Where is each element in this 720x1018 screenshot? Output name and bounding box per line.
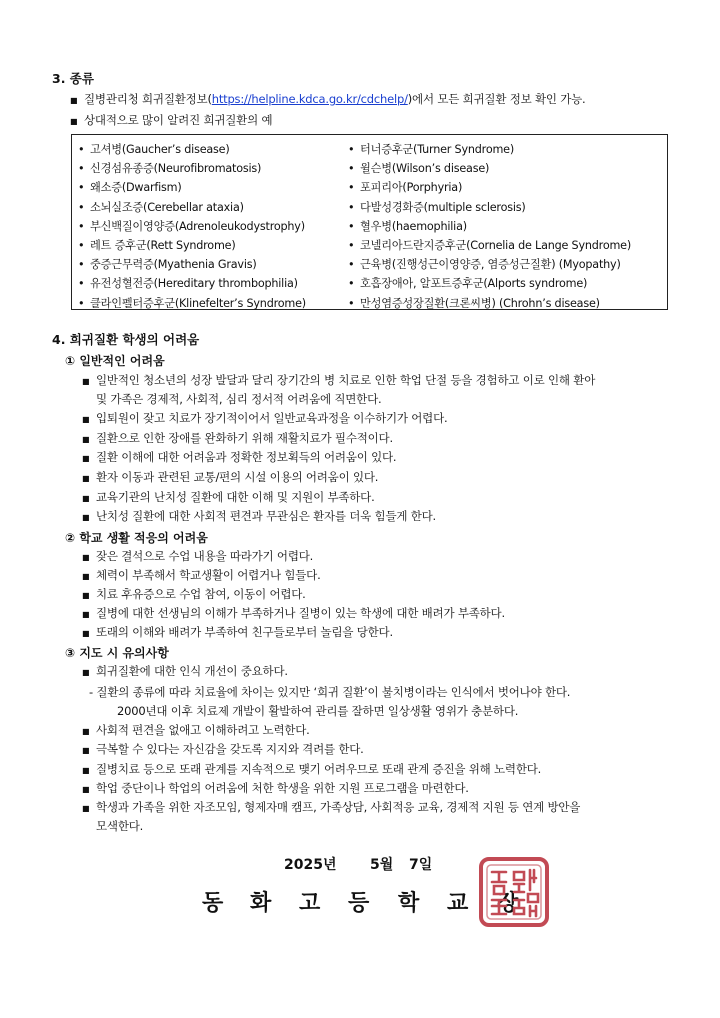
disease-item: • 소뇌실조증(Cerebellar ataxia) [78, 200, 244, 214]
bullet-continuation: 및 가족은 경제적, 사회적, 심리 정서적 어려움에 직면한다. [96, 392, 382, 406]
examples-bullet: ■ 상대적으로 많이 알려진 희귀질환의 예 [70, 113, 273, 127]
square-bullet-icon: ■ [82, 435, 90, 444]
official-seal-stamp [478, 856, 550, 928]
bullet-dot-icon: • [348, 200, 355, 214]
bullet-dot-icon: • [348, 162, 355, 176]
school-name-char: 학 [398, 891, 420, 916]
school-name-char: 교 [447, 891, 469, 916]
list-item: ■ 교육기관의 난치성 질환에 대한 이해 및 지원이 부족하다. [82, 490, 375, 504]
disease-item: • 부신백질이영양증(Adrenoleukodystrophy) [78, 219, 305, 233]
subsection-school-adaptation: ② 학교 생활 적응의 어려움 [65, 531, 208, 545]
list-item: ■ 학업 중단이나 학업의 어려움에 처한 학생을 위한 지원 프로그램을 마련한다. [82, 781, 469, 795]
bullet-dot-icon: • [348, 277, 355, 291]
square-bullet-icon: ■ [82, 591, 90, 600]
bullet-dot-icon: • [348, 181, 355, 195]
disease-item: • 호흡장애아, 알포트증후군(Alports syndrome) [348, 277, 588, 291]
list-item: ■ 질병치료 등으로 또래 관계를 지속적으로 맺기 어려우므로 또래 관계 증진을 위해 노력한다. [82, 762, 542, 776]
list-item: ■ 질환 이해에 대한 어려움과 정확한 정보획득의 어려움이 있다. [82, 450, 397, 464]
school-name-char: 장 [497, 891, 519, 916]
list-item: ■ 질병에 대한 선생님의 이해가 부족하거나 질병이 있는 학생에 대한 배려가 부족하다. [82, 606, 505, 620]
square-bullet-icon: ■ [82, 629, 90, 638]
disease-item: • 왜소증(Dwarfism) [78, 181, 182, 195]
dash-note-line-1: - 질환의 종류에 따라 치료율에 차이는 있지만 ‘희귀 질환’이 불치병이라는 인식에서 벗어나야 한다. [89, 685, 571, 699]
list-item: ■ 학생과 가족을 위한 자조모임, 형제자매 캠프, 가족상담, 사회적응 교육, 경제적 지원 등 연계 방안을 [82, 800, 581, 814]
date-day: 7일 [409, 857, 433, 873]
bullet-dot-icon: • [78, 181, 85, 195]
square-bullet-icon: ■ [82, 454, 90, 463]
list-item: ■ 체력이 부족해서 학교생활이 어렵거나 힘들다. [82, 568, 321, 582]
disease-item: • 클라인펠터증후군(Klinefelter’s Syndrome) [78, 296, 306, 310]
bullet-continuation: 모색한다. [96, 819, 144, 833]
bullet-dot-icon: • [78, 200, 85, 214]
bullet-dot-icon: • [78, 296, 85, 310]
disease-item: • 포피리아(Porphyria) [348, 181, 463, 195]
school-name-char: 등 [348, 891, 370, 916]
date-year: 2025년 [284, 857, 337, 873]
square-bullet-icon: ■ [82, 553, 90, 562]
list-item: ■ 극복할 수 있다는 자신감을 갖도록 지지와 격려를 한다. [82, 742, 364, 756]
school-name-char: 고 [299, 891, 321, 916]
list-item: ■ 환자 이동과 관련된 교통/편의 시설 이용의 어려움이 있다. [82, 470, 379, 484]
bullet-dot-icon: • [348, 143, 355, 156]
list-item: ■ 치료 후유증으로 수업 참여, 이동이 어렵다. [82, 587, 306, 601]
square-bullet-icon: ■ [82, 804, 90, 813]
disease-item: • 윌슨병(Wilson’s disease) [348, 162, 490, 176]
disease-item: • 고셔병(Gaucher’s disease) [78, 143, 230, 156]
square-bullet-icon: ■ [70, 96, 78, 105]
date-month: 5월 [370, 857, 394, 873]
list-item: ■ 질환으로 인한 장애를 완화하기 위해 재활치료가 필수적이다. [82, 431, 393, 445]
bullet-dot-icon: • [78, 258, 85, 272]
square-bullet-icon: ■ [82, 785, 90, 794]
disease-item: • 만성염증성장질환(크론씨병) (Chrohn’s disease) [348, 296, 600, 310]
square-bullet-icon: ■ [82, 610, 90, 619]
square-bullet-icon: ■ [70, 117, 78, 126]
bullet-dot-icon: • [348, 296, 355, 310]
list-item: ■ 또래의 이해와 배려가 부족하여 친구들로부터 놀림을 당한다. [82, 625, 393, 639]
disease-item: • 레트 증후군(Rett Syndrome) [78, 239, 236, 252]
disease-item: • 혈우병(haemophilia) [348, 219, 467, 233]
disease-item: • 유전성혈전증(Hereditary thrombophilia) [78, 277, 298, 291]
square-bullet-icon: ■ [82, 668, 90, 677]
bullet-dot-icon: • [78, 277, 85, 291]
subsection-general-difficulties: ① 일반적인 어려움 [65, 354, 165, 368]
square-bullet-icon: ■ [82, 727, 90, 736]
list-item: ■ 일반적인 청소년의 성장 발달과 달리 장기간의 병 치료로 인한 학업 단절 등을 경험하고 이로 인해 환아 [82, 373, 596, 387]
kdca-info-bullet: ■ 질병관리청 희귀질환정보(https://helpline.kdca.go.kr/cdchelp/)에서 모든 희귀질환 정보 확인 가능. [70, 92, 586, 106]
dash-note-line-2: 2000년대 이후 치료제 개발이 활발하여 관리를 잘하면 일상생활 영위가 충분하다. [117, 704, 519, 718]
square-bullet-icon: ■ [82, 766, 90, 775]
disease-item: • 신경섬유종증(Neurofibromatosis) [78, 162, 262, 176]
bullet-dot-icon: • [78, 162, 85, 176]
square-bullet-icon: ■ [82, 474, 90, 483]
list-item: ■ 난치성 질환에 대한 사회적 편견과 무관심은 환자를 더욱 힘들게 한다. [82, 509, 437, 523]
square-bullet-icon: ■ [82, 572, 90, 581]
square-bullet-icon: ■ [82, 494, 90, 503]
school-name-char: 동 [202, 891, 224, 916]
school-name-char: 화 [250, 891, 272, 916]
disease-item: • 터너증후군(Turner Syndrome) [348, 143, 515, 156]
bullet-dot-icon: • [78, 143, 85, 156]
disease-item: • 근육병(진행성근이영양증, 염증성근질환) (Myopathy) [348, 258, 621, 272]
list-item: ■ 희귀질환에 대한 인식 개선이 중요하다. [82, 664, 288, 678]
square-bullet-icon: ■ [82, 746, 90, 755]
square-bullet-icon: ■ [82, 377, 90, 386]
list-item: ■ 잦은 결석으로 수업 내용을 따라가기 어렵다. [82, 549, 314, 563]
section-4-heading: 4. 희귀질환 학생의 어려움 [52, 332, 200, 347]
bullet-dot-icon: • [348, 219, 355, 233]
list-item: ■ 입퇴원이 잦고 치료가 장기적이어서 일반교육과정을 이수하기가 어렵다. [82, 411, 448, 425]
bullet-dot-icon: • [348, 239, 355, 252]
bullet-dot-icon: • [348, 258, 355, 272]
subsection-guidance-notes: ③ 지도 시 유의사항 [65, 646, 169, 660]
kdca-helpline-link[interactable]: https://helpline.kdca.go.kr/cdchelp/ [211, 92, 408, 106]
bullet-dot-icon: • [78, 219, 85, 233]
disease-item: • 다발성경화증(multiple sclerosis) [348, 200, 526, 214]
list-item: ■ 사회적 편견을 없애고 이해하려고 노력한다. [82, 723, 310, 737]
section-3-heading: 3. 종류 [52, 71, 94, 86]
disease-item: • 코넬리아드란지증후군(Cornelia de Lange Syndrome) [348, 239, 632, 252]
square-bullet-icon: ■ [82, 415, 90, 424]
square-bullet-icon: ■ [82, 513, 90, 522]
disease-item: • 중증근무력증(Myathenia Gravis) [78, 258, 257, 272]
bullet-dot-icon: • [78, 239, 85, 252]
rare-disease-examples-box [71, 134, 668, 310]
